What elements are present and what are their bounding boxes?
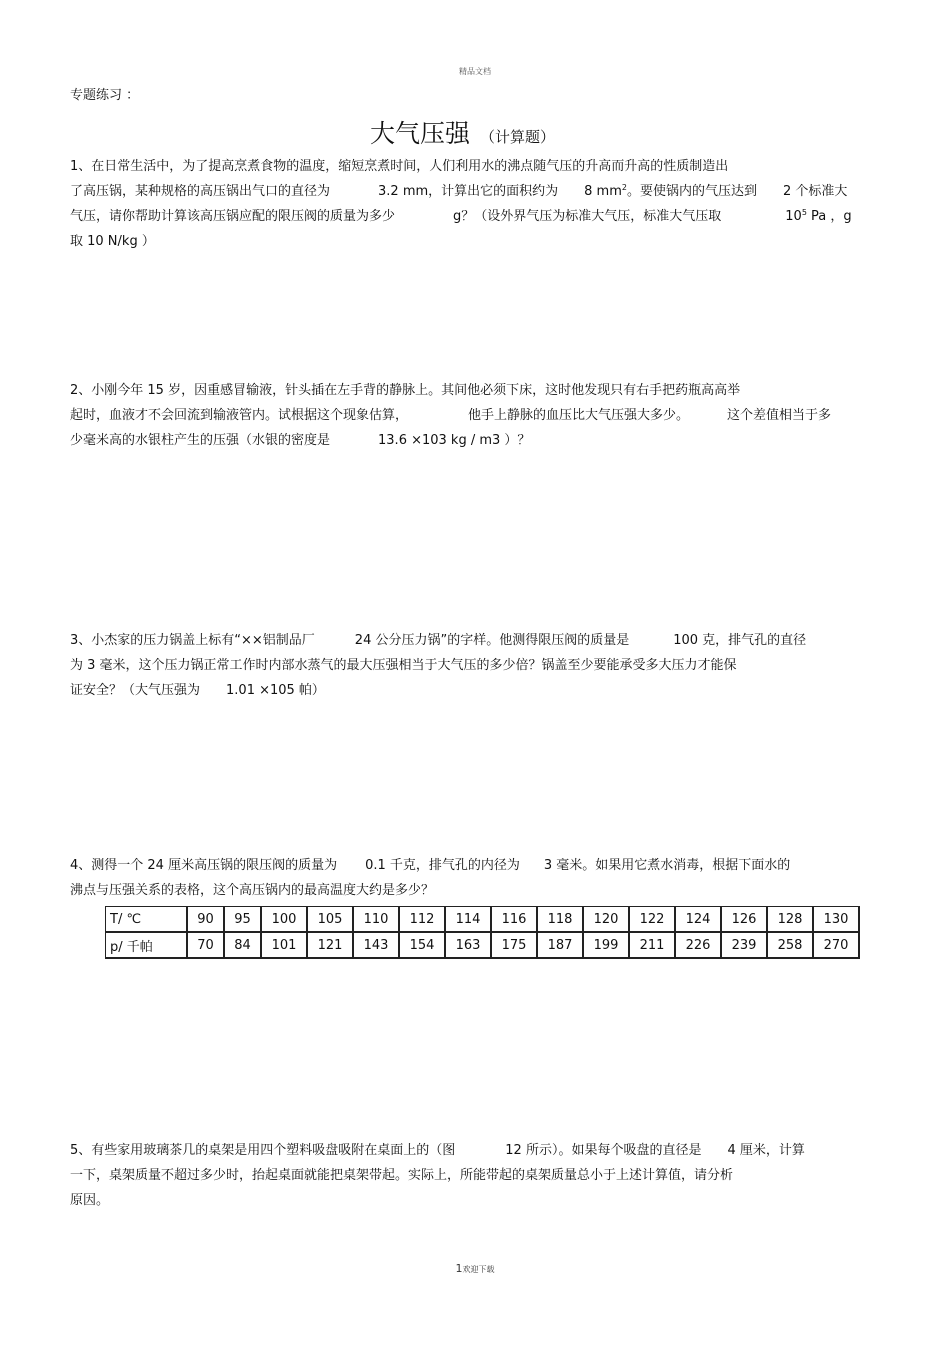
page-footer [0, 1262, 950, 1275]
footer-text: 欢迎下载 [462, 1265, 495, 1274]
table-cell: 116 [491, 907, 537, 933]
title-sub: （计算题） [480, 128, 556, 146]
table-cell: 130 [813, 907, 859, 933]
q3-text: 24 公分压力锅”的字样。他测得限压阀的质量是 [354, 633, 630, 648]
q3-text: 证安全？（大气压强为 [70, 683, 201, 698]
table-cell: 95 [224, 907, 261, 933]
q5-line-3: 原因。 [70, 1193, 110, 1208]
q3-text: 1.01 ×105 帕） [226, 683, 325, 698]
q4-text: 0.1 千克，排气孔的内径为 [365, 858, 520, 873]
q2-line-2 [70, 406, 831, 426]
table-cell: 122 [629, 907, 675, 933]
q2-text: 13.6 ×103 kg / m3 ）？ [378, 433, 531, 448]
topic-label: 专题练习 ： [70, 88, 140, 103]
q5-text: 12 所示）。如果每个吸盘的直径是 [505, 1143, 702, 1158]
q1-line-1: 1、在日常生活中，为了提高烹煮食物的温度，缩短烹煮时间，人们利用水的沸点随气压的升高而升高的性质制造出 [70, 159, 729, 174]
table-cell: 105 [307, 907, 353, 933]
table-cell: 226 [675, 932, 721, 958]
q1-superscript: 5 [801, 208, 807, 217]
q1-text: 。要使锅内的气压达到 [626, 184, 757, 199]
q1-superscript: 2 [621, 183, 627, 192]
table-cell: 110 [353, 907, 399, 933]
q5-line-1 [70, 1141, 805, 1161]
title-main: 大气压强 [370, 119, 471, 148]
q1-line-2 [70, 182, 847, 202]
q4-text: 4、测得一个 24 厘米高压锅的限压阀的质量为 [70, 858, 338, 873]
table-cell: 128 [767, 907, 813, 933]
table-row [106, 907, 860, 933]
q4-text: 3 毫米。如果用它煮水消毒，根据下面水的 [543, 858, 791, 873]
q1-value: 10 [785, 209, 802, 224]
page-header: 精品文档 [459, 67, 491, 76]
table-cell: 258 [767, 932, 813, 958]
q3-line-1 [70, 631, 806, 651]
q5-line-2: 一下，桌架质量不超过多少时，抬起桌面就能把桌架带起。实际上，所能带起的桌架质量总小于上述计算值，请分析 [70, 1168, 734, 1183]
table-cell: 163 [445, 932, 491, 958]
table-cell: 143 [353, 932, 399, 958]
table-cell: 70 [187, 932, 224, 958]
table-cell: 118 [537, 907, 583, 933]
table-cell: 124 [675, 907, 721, 933]
table-cell: 120 [583, 907, 629, 933]
q3-text: 3、小杰家的压力锅盖上标有“××铝制品厂 [70, 633, 315, 648]
q2-text: 起时，血液才不会回流到输液管内。试根据这个现象估算， [70, 408, 409, 423]
table-row-label: p/ 千帕 [106, 932, 188, 958]
q1-line-3 [70, 207, 852, 227]
page-number: 1 [455, 1262, 463, 1275]
q2-line-1: 2、小刚今年 15 岁，因重感冒输液，针头插在左手背的静脉上。其间他必须下床，这时他发现只有右手把药瓶高高举 [70, 383, 741, 398]
q4-line-1 [70, 856, 790, 876]
table-cell: 126 [721, 907, 767, 933]
q1-text: 气压，请你帮助计算该高压锅应配的限压阀的质量为多少 [70, 209, 396, 224]
q1-line-4: 取 10 N/kg ） [70, 234, 155, 249]
table-cell: 112 [399, 907, 445, 933]
table-cell: 154 [399, 932, 445, 958]
q1-text: 2 个标准大 [783, 184, 848, 199]
q4-line-2: 沸点与压强关系的表格，这个高压锅内的最高温度大约是多少？ [70, 883, 435, 898]
q1-text: 3.2 mm，计算出它的面积约为 [378, 184, 559, 199]
table-cell: 100 [261, 907, 307, 933]
table-cell: 270 [813, 932, 859, 958]
table-cell: 187 [537, 932, 583, 958]
q3-line-3 [70, 681, 325, 701]
table-cell: 101 [261, 932, 307, 958]
q1-text: Pa ，g [806, 209, 852, 224]
table-cell: 114 [445, 907, 491, 933]
table-cell: 199 [583, 932, 629, 958]
table-cell: 175 [491, 932, 537, 958]
table-cell: 211 [629, 932, 675, 958]
q2-line-3 [70, 431, 530, 451]
q5-text: 4 厘米，计算 [727, 1143, 805, 1158]
q3-text: 100 克，排气孔的直径 [673, 633, 807, 648]
table-row [106, 932, 860, 958]
table-row-label: T/ ℃ [106, 907, 188, 933]
q5-text: 5、有些家用玻璃茶几的桌架是用四个塑料吸盘吸附在桌面上的（图 [70, 1143, 456, 1158]
table-cell: 90 [187, 907, 224, 933]
q2-text: 这个差值相当于多 [727, 408, 832, 423]
table-cell: 84 [224, 932, 261, 958]
table-cell: 239 [721, 932, 767, 958]
q1-text: g？（设外界气压为标准大气压，标准大气压取 [453, 209, 722, 224]
q3-line-2: 为 3 毫米，这个压力锅正常工作时内部水蒸气的最大压强相当于大气压的多少倍？锅盖至少要能承受多大压力才能保 [70, 658, 737, 673]
q1-value: 8 mm [584, 184, 622, 199]
q2-text: 少毫米高的水银柱产生的压强（水银的密度是 [70, 433, 331, 448]
boiling-point-table [105, 906, 860, 959]
q2-text: 他手上静脉的血压比大气压强大多少。 [468, 408, 690, 423]
page-title [370, 114, 555, 150]
q1-text: 了高压锅，某种规格的高压锅出气口的直径为 [70, 184, 331, 199]
table-cell: 121 [307, 932, 353, 958]
